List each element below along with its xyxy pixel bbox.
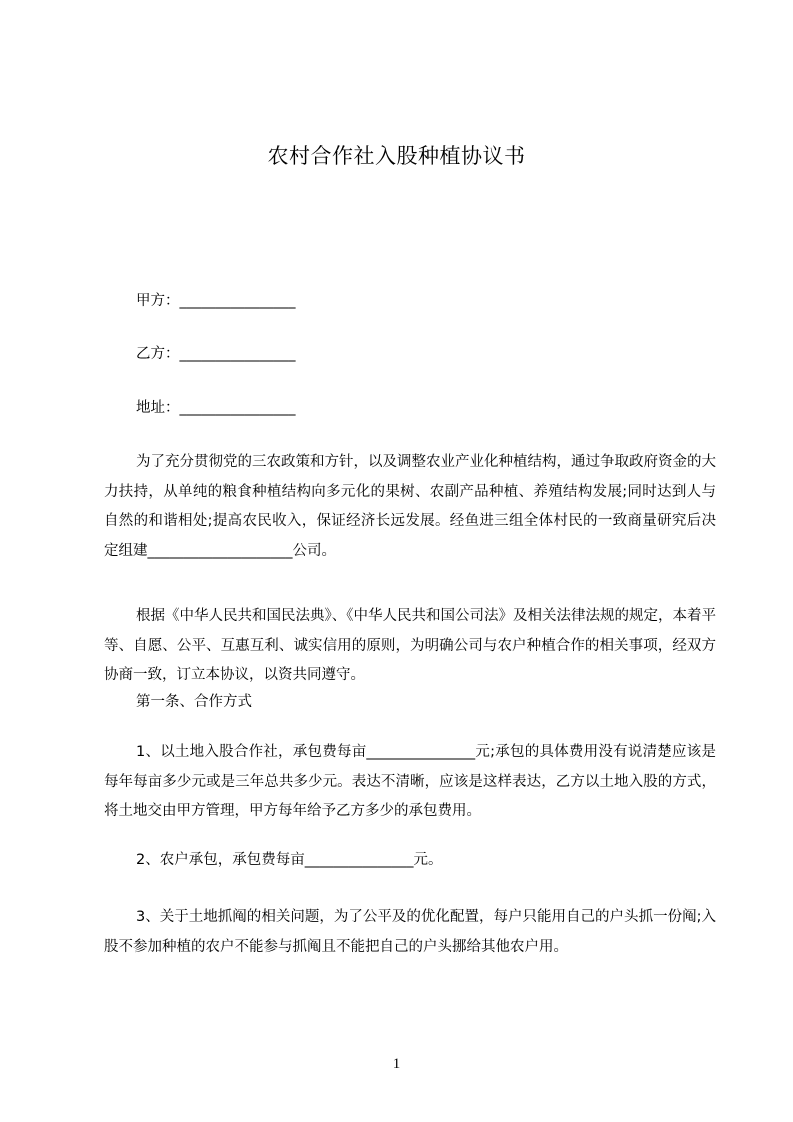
clause-1-paragraph: 1、以土地入股合作社，承包费每亩_______________元;承包的具体费用没有说清楚应该是每年每亩多少元或是三年总共多少元。表达不清晰，应该是这样表达，乙方以土地入股的方式，将土地交由甲方管理，甲方每年给予乙方多少的承包费用。	[104, 744, 716, 819]
page-title: 农村合作社入股种植协议书	[267, 144, 526, 168]
intro-paragraph: 为了充分贯彻党的三农政策和方针，以及调整农业产业化种植结构，通过争取政府资金的大力扶持，从单纯的粮食种植结构向多元化的果树、农副产品种植、养殖结构发展;同时达到人与自然的和谐相处;提高农民收入，保证经济长远发展。经鱼进三组全体村民的一致商量研究后决定组建____________________公司。	[104, 454, 716, 559]
clause-3-paragraph: 3、关于土地抓阄的相关问题，为了公平及的优化配置，每户只能用自己的户头抓一份阄;入股不参加种植的农户不能参与抓阄且不能把自己的户头挪给其他农户用。	[104, 909, 716, 955]
article-1-heading: 第一条、合作方式	[136, 694, 252, 710]
address-field: 地址：________________	[136, 400, 296, 416]
page-number: 1	[392, 1056, 401, 1072]
party-b-field: 乙方：________________	[136, 346, 296, 362]
party-a-field: 甲方：________________	[136, 293, 296, 309]
clause-2-paragraph: 2、农户承包，承包费每亩_______________元。	[136, 852, 443, 868]
basis-paragraph: 根据《中华人民共和国民法典》、《中华人民共和国公司法》及相关法律法规的规定，本着平等、自愿、公平、互惠互利、诚实信用的原则，为明确公司与农户种植合作的相关事项，经双方协商一致，订立本协议，以资共同遵守。	[104, 608, 716, 683]
